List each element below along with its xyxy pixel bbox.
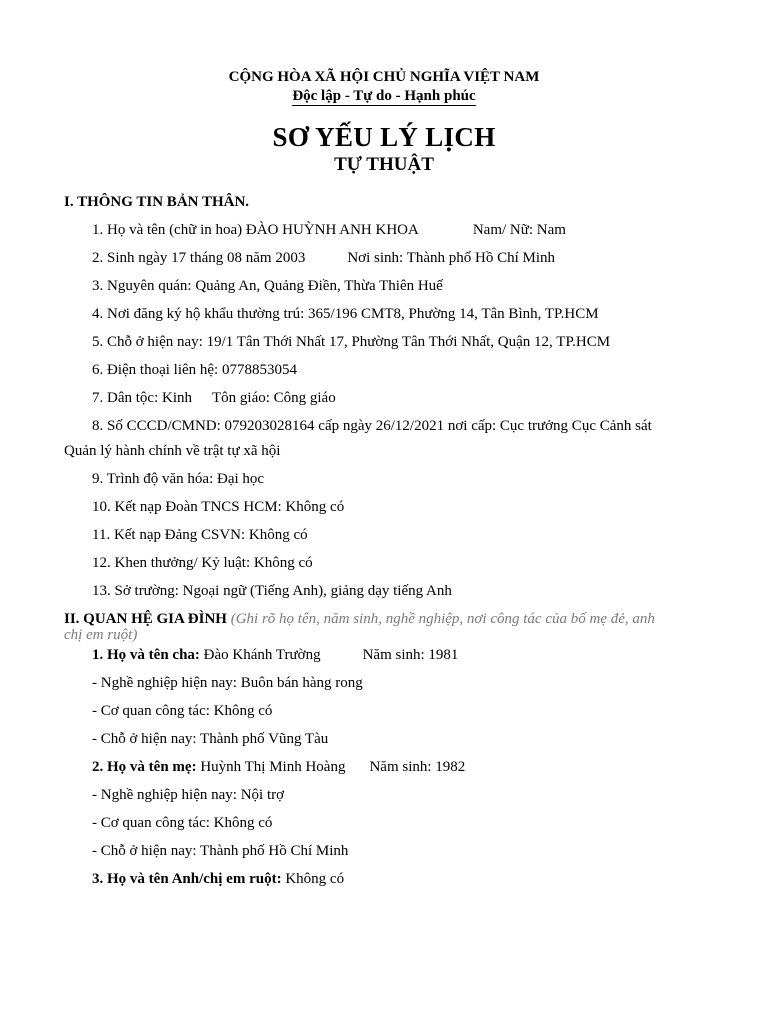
document-title: SƠ YẾU LÝ LỊCH (272, 122, 496, 152)
mother-workplace: - Cơ quan công tác: Không có (92, 815, 273, 831)
document-subtitle: TỰ THUẬT (334, 154, 434, 175)
strengths: 13. Sở trường: Ngoại ngữ (Tiếng Anh), giảng dạy tiếng Anh (92, 583, 452, 599)
awards-discipline: 12. Khen thưởng/ Kỷ luật: Không có (92, 555, 313, 571)
siblings-line (92, 870, 344, 888)
section-2-note-continued (64, 626, 137, 644)
birth-date: 2. Sinh ngày 17 tháng 08 năm 2003 (92, 250, 306, 266)
section-2-heading (64, 610, 655, 628)
mother-label: 2. Họ và tên mẹ: (92, 759, 197, 775)
national-header: CỘNG HÒA XÃ HỘI CHỦ NGHĨA VIỆT NAM (228, 69, 540, 85)
mother-job: - Nghề nghiệp hiện nay: Nội trợ (92, 787, 285, 803)
siblings-label: 3. Họ và tên Anh/chị em ruột: (92, 871, 282, 887)
religion: Tôn giáo: Công giáo (211, 390, 336, 406)
father-birth-year: Năm sinh: 1981 (362, 647, 459, 663)
father-name: Đào Khánh Trường (203, 647, 321, 663)
section-2-title: II. QUAN HỆ GIA ĐÌNH (64, 611, 227, 627)
father-workplace: - Cơ quan công tác: Không có (92, 703, 273, 719)
union-membership: 10. Kết nạp Đoàn TNCS HCM: Không có (92, 499, 345, 515)
mother-address: - Chỗ ở hiện nay: Thành phố Hồ Chí Minh (92, 843, 349, 859)
section-2-note-line-2: chị em ruột) (64, 627, 138, 643)
permanent-residence: 4. Nơi đăng ký hộ khẩu thường trú: 365/196 CMT8, Phường 14, Tân Bình, TP.HCM (92, 306, 599, 322)
mother-name: Huỳnh Thị Minh Hoàng (200, 759, 346, 775)
siblings-value: Không có (285, 871, 345, 887)
ethnicity-religion-line (92, 389, 336, 407)
hometown: 3. Nguyên quán: Quảng An, Quảng Điền, Thừa Thiên Huế (92, 278, 443, 294)
motto (0, 87, 768, 105)
birth-line (92, 249, 555, 267)
father-address: - Chỗ ở hiện nay: Thành phố Vũng Tàu (92, 731, 329, 747)
id-card-line: 8. Số CCCD/CMND: 079203028164 cấp ngày 26/12/2021 nơi cấp: Cục trưởng Cục Cảnh sát (92, 418, 652, 434)
education: 9. Trình độ văn hóa: Đại học (92, 471, 265, 487)
ethnicity: 7. Dân tộc: Kinh (92, 390, 192, 406)
mother-birth-year: Năm sinh: 1982 (369, 759, 466, 775)
mother-line (92, 758, 465, 776)
party-membership: 11. Kết nạp Đảng CSVN: Không có (92, 527, 308, 543)
current-address: 5. Chỗ ở hiện nay: 19/1 Tân Thới Nhất 17, Phường Tân Thới Nhất, Quận 12, TP.HCM (92, 334, 611, 350)
gender: Nam/ Nữ: Nam (472, 222, 566, 238)
name-line (92, 221, 566, 239)
father-job: - Nghề nghiệp hiện nay: Buôn bán hàng rong (92, 675, 363, 691)
id-card-line-continued: Quản lý hành chính về trật tự xã hội (64, 443, 281, 459)
birthplace: Nơi sinh: Thành phố Hồ Chí Minh (347, 250, 555, 266)
full-name: 1. Họ và tên (chữ in hoa) ĐÀO HUỲNH ANH KHOA (92, 222, 419, 238)
phone: 6. Điện thoại liên hệ: 0778853054 (92, 362, 297, 378)
section-1-heading: I. THÔNG TIN BẢN THÂN. (64, 194, 250, 210)
section-2-note: (Ghi rõ họ tên, năm sinh, nghề nghiệp, nơi công tác của bố mẹ đẻ, anh (230, 611, 655, 627)
father-line (92, 646, 458, 664)
father-label: 1. Họ và tên cha: (92, 647, 200, 663)
motto-text: Độc lập - Tự do - Hạnh phúc (292, 88, 476, 104)
